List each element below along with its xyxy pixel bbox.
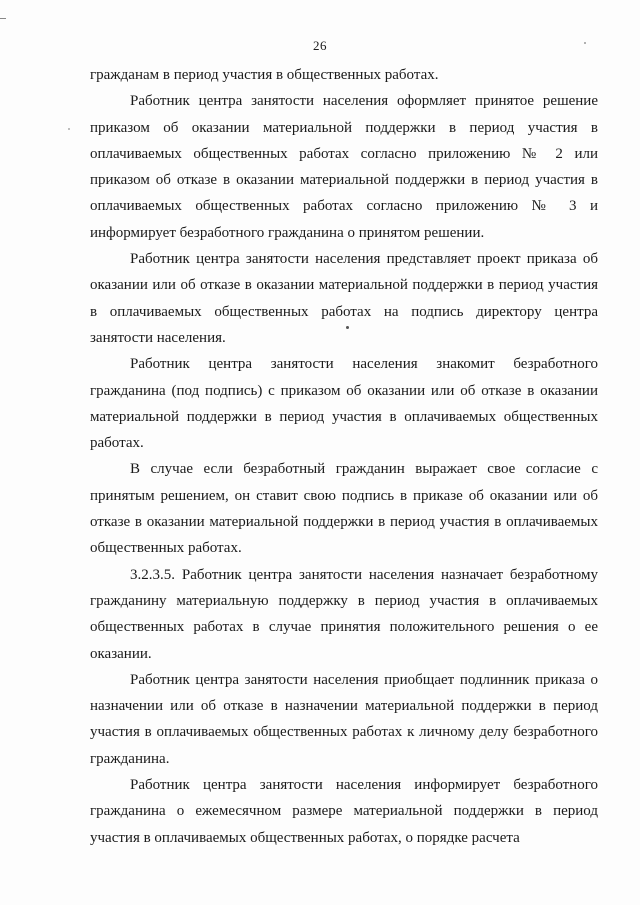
page-number: 26 (313, 38, 327, 53)
paragraph-draft-order-submission: Работник центра занятости населения представляет проект приказа об оказании или об отказе в оказании материальной поддержки в период участия в оплачиваемых общественных работах на подпись директору центра занятости населения. (90, 251, 598, 346)
paragraph-inform-citizen: Работник центра занятости населения информирует безработного гражданина о ежемесячном размере материальной поддержки в период участия в оплачиваемых общественных работах, о порядке расчета (90, 777, 598, 846)
document-body (90, 62, 598, 851)
scan-speck (584, 42, 586, 44)
paragraph-order-issuance: Работник центра занятости населения оформляет принятое решение приказом об оказании материальной поддержки в период участия в оплачиваемых общественных работах согласно приложению № 2 или приказом об отказе в оказании материальной поддержки в период участия в оплачиваемых общественных работах согласно приложению № 3 и информирует безработного гражданина о принятом решении. (90, 93, 598, 241)
scan-speck (346, 326, 349, 329)
paragraph-section-3-2-3-5: 3.2.3.5. Работник центра занятости населения назначает безработному гражданину материальную поддержку в период участия в оплачиваемых общественных работах в случае принятия положительного решения о ее оказании. (90, 566, 598, 662)
paragraph-acquaint-citizen: Работник центра занятости населения знакомит безработного гражданина (под подпись) с приказом об оказании или об отказе в оказании материальной поддержки в период участия в оплачиваемых общественных работах. (90, 356, 598, 452)
paragraph-attach-original-order: Работник центра занятости населения приобщает подлинник приказа о назначении или об отказе в назначении материальной поддержки в период участия в оплачиваемых общественных работах к личному делу безработного гражданина. (90, 671, 598, 767)
scan-artifact (0, 18, 6, 19)
paragraph-citizen-consent: В случае если безработный гражданин выражает свое согласие с принятым решением, он ставит свою подпись в приказе об оказании или об отказе в оказании материальной поддержки в период участия в оплачиваемых общественных работах. (90, 461, 598, 557)
paragraph-continuation: гражданам в период участия в общественных работах. (90, 67, 439, 83)
scan-speck (68, 128, 70, 130)
